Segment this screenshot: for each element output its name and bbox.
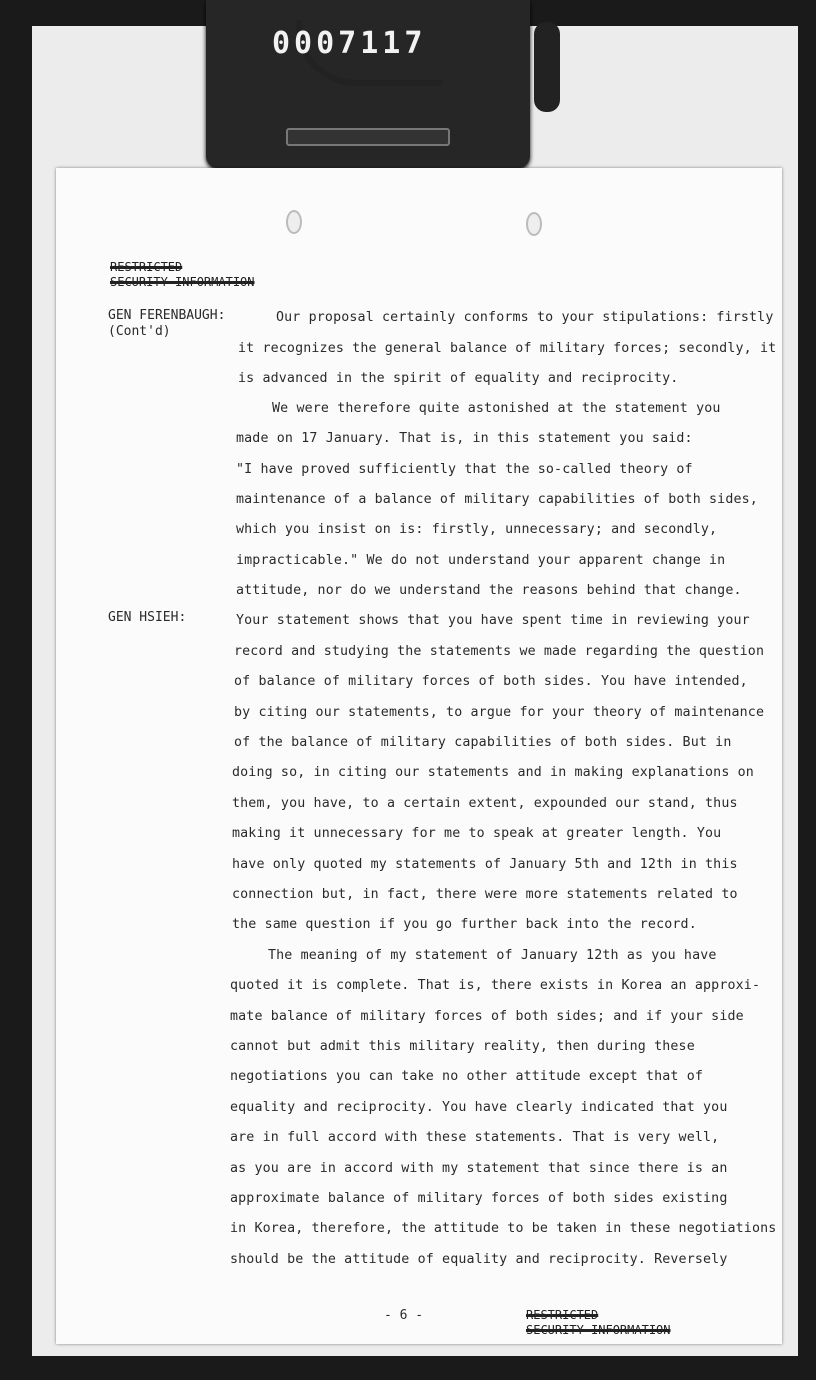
body-line: maintenance of a balance of military capabilities of both sides, (236, 492, 758, 507)
counter-slot (286, 128, 450, 146)
body-line: of the balance of military capabilities of both sides. But in (234, 735, 732, 750)
body-line: doing so, in citing our statements and in making explanations on (232, 765, 754, 780)
body-line: should be the attitude of equality and reciprocity. Reversely (230, 1252, 728, 1267)
footer-classification (526, 1308, 671, 1338)
body-line: We were therefore quite astonished at the statement you (272, 401, 721, 416)
body-line: it recognizes the general balance of military forces; secondly, it (238, 341, 777, 356)
body-line: made on 17 January. That is, in this statement you said: (236, 431, 693, 446)
punch-hole-left (286, 210, 302, 234)
body-line: in Korea, therefore, the attitude to be taken in these negotiations (230, 1221, 777, 1236)
body-line: is advanced in the spirit of equality and reciprocity. (238, 371, 679, 386)
body-line: mate balance of military forces of both sides; and if your side (230, 1009, 744, 1024)
body-line: Your statement shows that you have spent time in reviewing your (236, 613, 750, 628)
body-line: The meaning of my statement of January 12th as you have (268, 948, 717, 963)
body-line: as you are in accord with my statement that since there is an (230, 1161, 728, 1176)
header-classification-line1: RESTRICTED (110, 260, 183, 274)
header-classification-line2: SECURITY INFORMATION (110, 275, 255, 289)
header-classification (110, 260, 255, 290)
body-line: approximate balance of military forces of both sides existing (230, 1191, 728, 1206)
body-line: "I have proved sufficiently that the so-called theory of (236, 462, 693, 477)
body-line: record and studying the statements we made regarding the question (234, 644, 765, 659)
body-line: impracticable." We do not understand your apparent change in (236, 553, 726, 568)
body-line: equality and reciprocity. You have clearly indicated that you (230, 1100, 728, 1115)
body-line: are in full accord with these statements. That is very well, (230, 1130, 720, 1145)
body-line: making it unnecessary for me to speak at greater length. You (232, 826, 722, 841)
body-line: connection but, in fact, there were more statements related to (232, 887, 738, 902)
body-line: cannot but admit this military reality, then during these (230, 1039, 695, 1054)
body-line: have only quoted my statements of January 5th and 12th in this (232, 857, 738, 872)
body-line: Our proposal certainly conforms to your stipulations: firstly (276, 310, 774, 325)
body-line: the same question if you go further back into the record. (232, 917, 697, 932)
page-number: - 6 - (384, 1308, 424, 1323)
body-line: which you insist on is: firstly, unnecessary; and secondly, (236, 522, 718, 537)
counter-knob (534, 22, 560, 112)
punch-hole-right (526, 212, 542, 236)
body-line: quoted it is complete. That is, there exists in Korea an approxi- (230, 978, 761, 993)
body-line: of balance of military forces of both sides. You have intended, (234, 674, 748, 689)
footer-classification-line2: SECURITY INFORMATION (526, 1323, 671, 1337)
frame-counter-display: 0007117 (272, 26, 427, 61)
body-line: by citing our statements, to argue for your theory of maintenance (234, 705, 765, 720)
microfilm-counter (206, 0, 530, 168)
body-line: negotiations you can take no other attitude except that of (230, 1069, 704, 1084)
footer-classification-line1: RESTRICTED (526, 1308, 599, 1322)
document-page (56, 168, 782, 1344)
speaker-label-hsieh: GEN HSIEH: (108, 610, 187, 625)
body-line: attitude, nor do we understand the reasons behind that change. (236, 583, 742, 598)
speaker-label-ferenbaugh: GEN FERENBAUGH: (Cont'd) (108, 308, 226, 339)
body-line: them, you have, to a certain extent, expounded our stand, thus (232, 796, 738, 811)
